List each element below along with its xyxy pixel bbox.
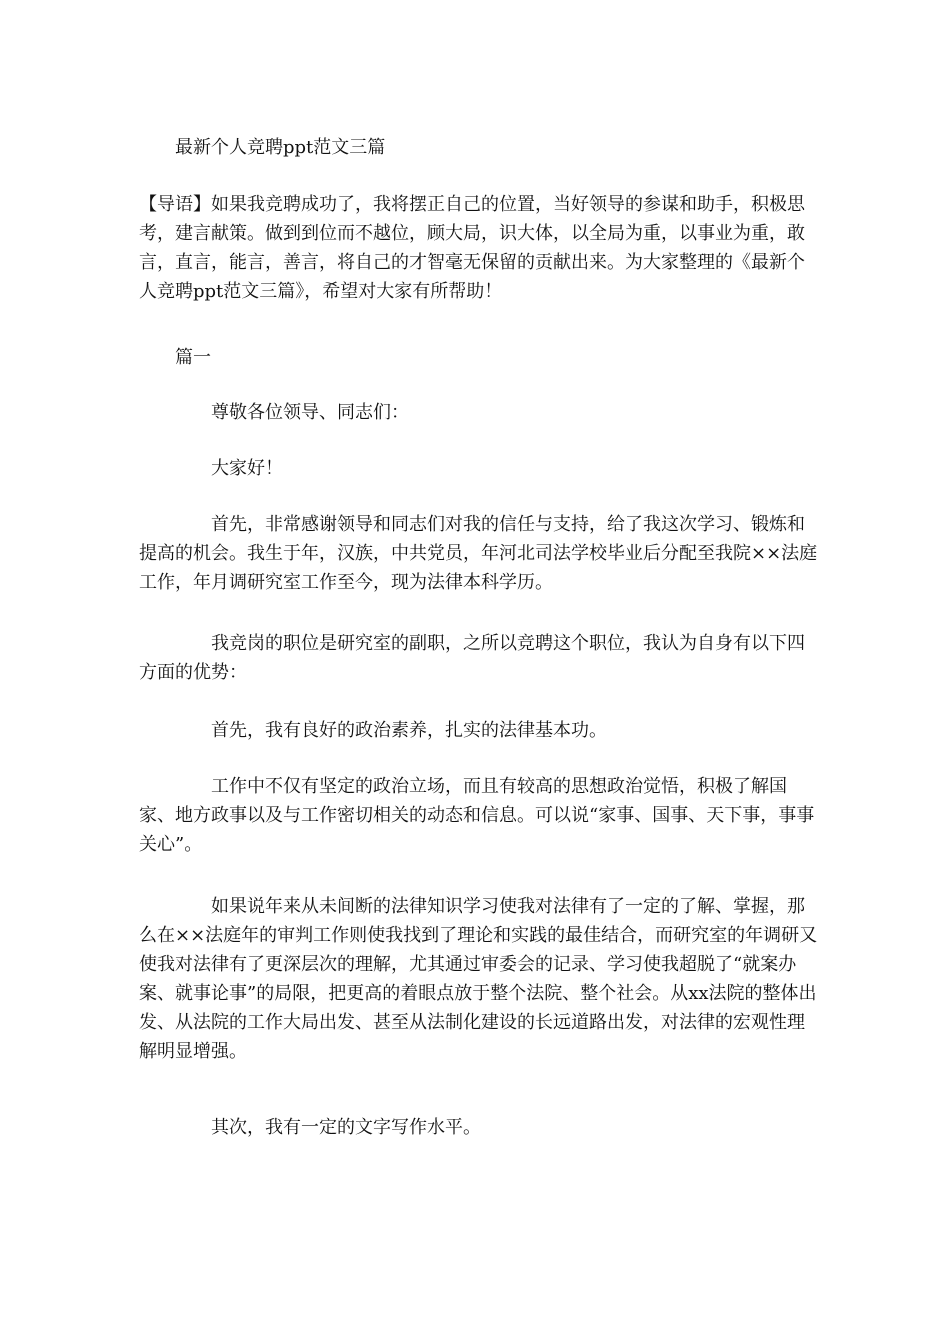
paragraph-political: 工作中不仅有坚定的政治立场，而且有较高的思想政治觉悟，积极了解国家、地方政事以及与工作密切相关的动态和信息。可以说“家事、国事、天下事，事事关心”。: [139, 776, 815, 855]
section-heading: 篇一: [175, 347, 211, 368]
paragraph-thanks: 首先，非常感谢领导和同志们对我的信任与支持，给了我这次学习、锻炼和提高的机会。我生于年，汉族，中共党员，年河北司法学校毕业后分配至我院××法庭工作，年月调研究室工作至今，现为法律本科学历。: [139, 514, 818, 593]
document-title: 最新个人竞聘ppt范文三篇: [175, 137, 386, 158]
paragraph-legal-study: 如果说年来从未间断的法律知识学习使我对法律有了一定的了解、掌握，那么在××法庭年的审判工作则使我找到了理论和实践的最佳结合，而研究室的年调研又使我对法律有了更深层次的理解，尤其通过审委会的记录、学习使我超脱了“就案办案、就事论事”的局限，把更高的着眼点放于整个法院、整个社会。从xx法院的整体出发、从法院的工作大局出发、甚至从法制化建设的长远道路出发，对法律的宏观性理解明显增强。: [139, 896, 818, 1062]
paragraph-first-advantage: 首先，我有良好的政治素养，扎实的法律基本功。: [211, 720, 607, 741]
greeting: 大家好！: [211, 458, 283, 479]
intro-paragraph: 【导语】如果我竞聘成功了，我将摆正自己的位置，当好领导的参谋和助手，积极思考，建言献策。做到到位而不越位，顾大局，识大体，以全局为重，以事业为重，敢言，直言，能言，善言，将自己的才智毫无保留的贡献出来。为大家整理的《最新个人竞聘ppt范文三篇》，希望对大家有所帮助！: [139, 194, 805, 302]
paragraph-position: 我竞岗的职位是研究室的副职，之所以竞聘这个职位，我认为自身有以下四方面的优势：: [139, 633, 805, 683]
salutation: 尊敬各位领导、同志们：: [211, 402, 409, 423]
paragraph-second-advantage: 其次，我有一定的文字写作水平。: [211, 1117, 481, 1138]
